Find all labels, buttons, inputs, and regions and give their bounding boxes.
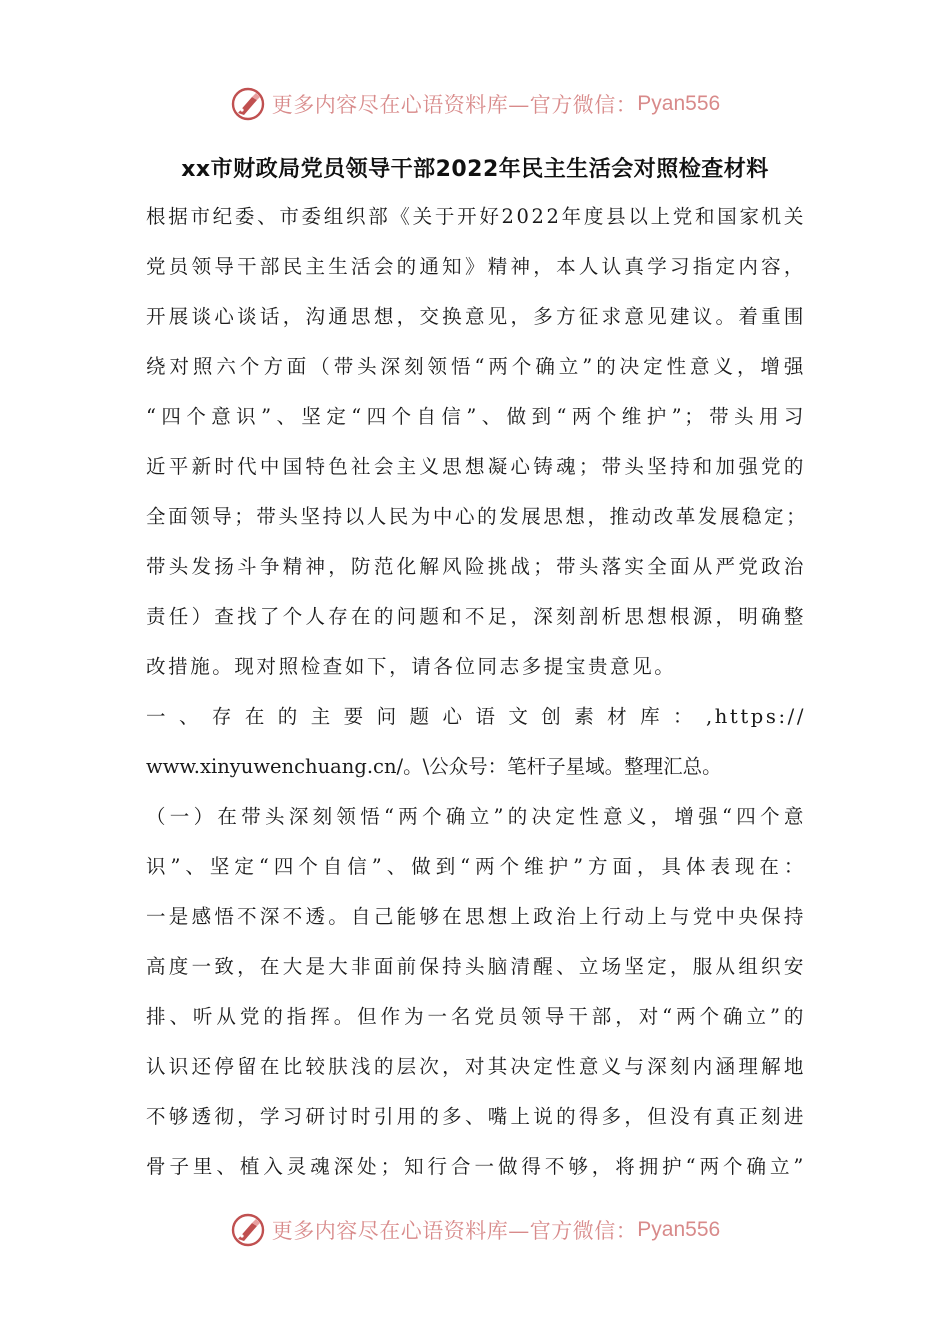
source-url-line: www.xinyuwenchuang.cn/。\公众号：笔杆子星域。整理汇总。 [146, 755, 722, 778]
watermark-footer [0, 1208, 950, 1252]
pen-nib-logo-icon [230, 1212, 266, 1248]
body-line: “四个意识”、坚定“四个自信”、做到“两个维护”；带头用习 [146, 405, 806, 428]
document-title: xx市财政局党员领导干部2022年民主生活会对照检查材料 [181, 157, 769, 182]
watermark-text: 更多内容尽在心语资料库—官方微信： [271, 1219, 638, 1243]
watermark-wechat-id: Pyan556 [637, 92, 721, 115]
body-line: 识”、坚定“四个自信”、做到“两个维护”方面，具体表现在： [146, 855, 806, 878]
body-line: 带头发扬斗争精神，防范化解风险挑战；带头落实全面从严党政治 [146, 555, 806, 578]
body-line: 全面领导；带头坚持以人民为中心的发展思想，推动改革发展稳定； [146, 505, 806, 528]
body-line: 责任）查找了个人存在的问题和不足，深刻剖析思想根源，明确整 [146, 605, 806, 628]
body-line: 高度一致，在大是大非面前保持头脑清醒、立场坚定，服从组织安 [146, 955, 806, 978]
section-heading-line: 一、存在的主要问题心语文创素材库：,https:// [146, 705, 806, 728]
body-line: 党员领导干部民主生活会的通知》精神，本人认真学习指定内容， [146, 255, 806, 278]
body-line: 近平新时代中国特色社会主义思想凝心铸魂；带头坚持和加强党的 [146, 455, 806, 478]
document-body [146, 192, 806, 1192]
watermark-header [0, 82, 950, 126]
body-line: （一）在带头深刻领悟“两个确立”的决定性意义，增强“四个意 [146, 805, 806, 828]
body-line: 认识还停留在比较肤浅的层次，对其决定性意义与深刻内涵理解地 [146, 1055, 806, 1078]
body-line: 开展谈心谈话，沟通思想，交换意见，多方征求意见建议。着重围 [146, 305, 806, 328]
pen-nib-logo-icon [230, 86, 266, 122]
body-line: 一是感悟不深不透。自己能够在思想上政治上行动上与党中央保持 [146, 905, 806, 928]
body-line: 不够透彻，学习研讨时引用的多、嘴上说的得多，但没有真正刻进 [146, 1105, 806, 1128]
watermark-wechat-id: Pyan556 [637, 1218, 721, 1241]
body-line: 绕对照六个方面（带头深刻领悟“两个确立”的决定性意义，增强 [146, 355, 806, 378]
body-line: 排、听从党的指挥。但作为一名党员领导干部，对“两个确立”的 [146, 1005, 806, 1028]
body-line: 改措施。现对照检查如下，请各位同志多提宝贵意见。 [146, 655, 677, 678]
watermark-text: 更多内容尽在心语资料库—官方微信： [271, 93, 638, 117]
body-line: 根据市纪委、市委组织部《关于开好2022年度县以上党和国家机关 [146, 205, 806, 228]
body-line: 骨子里、植入灵魂深处；知行合一做得不够，将拥护“两个确立” [146, 1155, 806, 1178]
